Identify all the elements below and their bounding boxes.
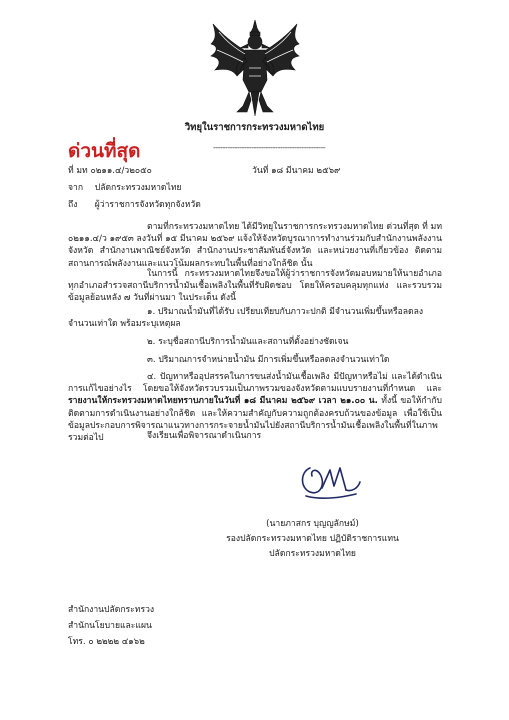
footer-telephone: โทร. ๐ ๒๒๒๒ ๔๑๖๒ [68,637,145,647]
footer-division: สำนักนโยบายและแผน [68,621,152,631]
from-label: จาก [68,183,84,193]
document-header-title: วิทยุในราชการกระทรวงมหาดไทย [184,122,325,133]
to-value: ผู้ว่าราชการจังหวัดทุกจังหวัด [94,200,201,210]
document-date: วันที่ ๑๘ มีนาคม ๒๕๖๙ [252,166,341,176]
signatory-position: รองปลัดกระทรวงมหาดไทย ปฏิบัติราชการแทน [226,534,399,544]
to-line [68,199,201,211]
from-line [68,182,182,194]
signatory-position-2: ปลัดกระทรวงมหาดไทย [269,549,356,559]
document-number: ที่ มท ๐๒๑๑.๔/ว๒๐๕๐ [68,166,152,176]
body-paragraph-2: ในการนี้ กระทรวงมหาดไทยจึงขอให้ผู้ว่าราชการจังหวัดมอบหมายให้นายอำเภอทุกอำเภอสำรวจสถานีบริการน้ำมันเชื้อเพลิงในพื้นที่รับผิดชอบ โดยให้ครอบคลุมทุกแห่ง และรวบรวมข้อมูลย้อนหลัง ๗ วันที่ผ่านมา ในประเด็น ดังนี้ [68,269,442,304]
footer-department: สำนักงานปลัดกระทรวง [68,605,155,615]
list-item-4-text-continued: ทั้งนี้ ขอให้กำกับติดตามการดำเนินงานอย่างใกล้ชิด และให้ความสำคัญกับความถูกต้องครบถ้วนของข้อมูล เพื่อใช้เป็นข้อมูลประกอบการพิจารณาแนวทางการกระจายน้ำมันไปยังสถานีบริการน้ำมันเชื้อเพลิงในพื้นที่ในภาพรวมต่อไป [68,396,442,444]
urgency-stamp: ด่วนที่สุด [68,140,141,162]
signatory-name: (นายภาสกร บุญญลักษม์) [266,519,359,529]
closing-line: จึงเรียนเพื่อพิจารณาดำเนินการ [147,431,262,441]
list-item-1: ๑. ปริมาณน้ำมันที่ได้รับ เปรียบเทียบกับภาวะปกติ มีจำนวนเพิ่มขึ้นหรือลดลงจำนวนเท่าใด พร้อมระบุเหตุผล [68,307,424,330]
report-deadline-text: รายงานให้กระทรวงมหาดไทยทราบภายในวันที่ ๑๘ มีนาคม ๒๕๖๙ เวลา ๒๑.๐๐ น. [68,396,378,407]
to-label: ถึง [68,200,78,210]
body-paragraph-1: ตามที่กระทรวงมหาดไทย ได้มีวิทยุในราชการกระทรวงมหาดไทย ด่วนที่สุด ที่ มท ๐๒๑๑.๔/ว ๑๙๕๓ ลงวันที่ ๑๕ มีนาคม ๒๕๖๙ แจ้งให้จังหวัดบูรณาการทำงานร่วมกับสำนักงานพลังงานจังหวัด สำนักงานพาณิชย์จังหวัด สำนักงานประชาสัมพันธ์จังหวัด และหน่วยงานที่เกี่ยวข้อง ติดตามสถานการณ์พลังงานและแนวโน้มผลกระทบในพื้นที่อย่างใกล้ชิด นั้น [68,222,442,269]
list-item-2: ๒. ระบุชื่อสถานีบริการน้ำมันและสถานที่ตั้งอย่างชัดเจน [147,337,349,347]
list-item-3: ๓. ปริมาณการจำหน่ายน้ำมัน มีการเพิ่มขึ้นหรือลดลงจำนวนเท่าใด [147,355,390,365]
list-item-4-text: ๔. ปัญหาหรืออุปสรรคในการขนส่งน้ำมันเชื้อเพลิง มีปัญหาหรือไม่ และได้ดำเนินการแก้ไขอย่างไร โดยขอให้จังหวัดรวบรวมเป็นภาพรวมของจังหวัดตามแบบรายงานที่กำหนด และ [68,372,442,395]
garuda-emblem-icon [207,18,303,118]
from-value: ปลัดกระทรวงมหาดไทย [94,183,182,193]
handwritten-signature [296,458,364,502]
header-dash-line: ----------------------------------------------- [213,143,326,152]
